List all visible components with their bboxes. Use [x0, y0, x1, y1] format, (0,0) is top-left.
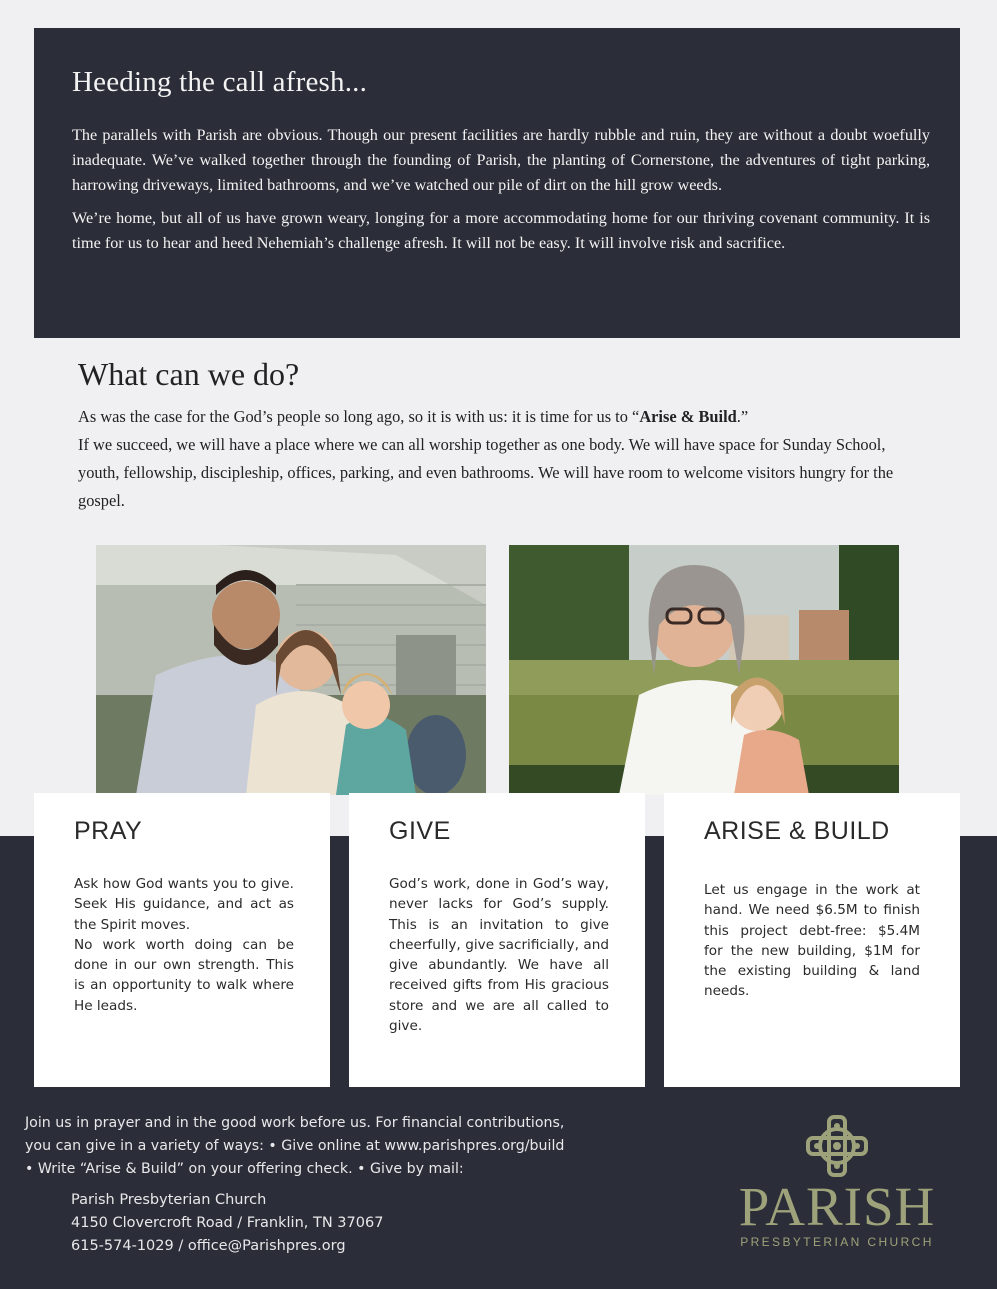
what-section	[78, 356, 920, 515]
intro-title: Heeding the call afresh...	[72, 66, 368, 98]
intro-paragraph-2: We’re home, but all of us have grown weary, longing for a more accommodating home for our thriving covenant community. It is time for us to hear and heed Nehemiah’s challenge afresh. It will not be easy. It will involve risk and sacrifice.	[72, 209, 930, 252]
what-lead-after: .”	[736, 407, 749, 426]
address-contact: 615-574-1029 / office@Parishpres.org	[71, 1238, 346, 1254]
card-give-text: God’s work, done in God’s way, never lacks for God’s supply. This is an invitation to give cheerfully, give sacrificially, and give abundantly. We have all received gifts from His gracious store and we are all called to give.	[389, 876, 609, 1035]
card-pray	[34, 793, 330, 1087]
card-arise-build-title: ARISE & BUILD	[704, 817, 890, 845]
what-lead-strong: Arise & Build	[639, 407, 737, 426]
mailing-address	[71, 1189, 383, 1258]
intro-paragraph-1: The parallels with Parish are obvious. Though our present facilities are hardly rubble and ruin, they are without a doubt woefully inadequate. We’ve walked together through the founding of Parish, the planting of Cornerstone, the adventures of tight parking, harrowing driveways, limited bathrooms, and we’ve watched our pile of dirt on the hill grow weeds.	[72, 126, 930, 194]
outdoor-photo	[509, 545, 899, 795]
address-name: Parish Presbyterian Church	[71, 1192, 267, 1208]
footer-line-3: • Write “Arise & Build” on your offering check. • Give by mail:	[25, 1161, 464, 1177]
card-arise-build	[664, 793, 960, 1087]
address-street: 4150 Clovercroft Road / Franklin, TN 37067	[71, 1215, 384, 1231]
card-arise-build-text: Let us engage in the work at hand. We need $6.5M to finish this project debt-free: $5.4M for the new building, $1M for the existing building & land needs.	[704, 882, 920, 1000]
what-lead	[78, 403, 920, 431]
footer-giving-info	[25, 1112, 665, 1181]
footer-line-2: you can give in a variety of ways: • Give online at www.parishpres.org/build	[25, 1138, 565, 1154]
card-pray-text-1: Ask how God wants you to give. Seek His guidance, and act as the Spirit moves.	[74, 876, 294, 933]
card-give-title: GIVE	[389, 817, 451, 845]
what-body: If we succeed, we will have a place where we can all worship together as one body. We will have space for Sunday School, youth, fellowship, discipleship, offices, parking, and even bathrooms. We will have room to welcome visitors hungry for the gospel.	[78, 435, 894, 510]
intro-section	[34, 28, 960, 338]
logo-wordmark: PARISH	[738, 1176, 936, 1237]
footer-line-1: Join us in prayer and in the good work before us. For financial contributions,	[25, 1115, 565, 1131]
celtic-cross-icon	[805, 1114, 869, 1178]
logo-subtitle: PRESBYTERIAN CHURCH	[740, 1235, 934, 1249]
card-give	[349, 793, 645, 1087]
parish-logo	[722, 1114, 952, 1259]
what-title: What can we do?	[78, 356, 300, 392]
what-lead-before: As was the case for the God’s people so long ago, so it is with us: it is time for us to “	[78, 407, 640, 426]
family-photo	[96, 545, 486, 795]
card-pray-title: PRAY	[74, 817, 143, 845]
card-pray-text-2: No work worth doing can be done in our own strength. This is an opportunity to walk where He leads.	[74, 936, 294, 1014]
